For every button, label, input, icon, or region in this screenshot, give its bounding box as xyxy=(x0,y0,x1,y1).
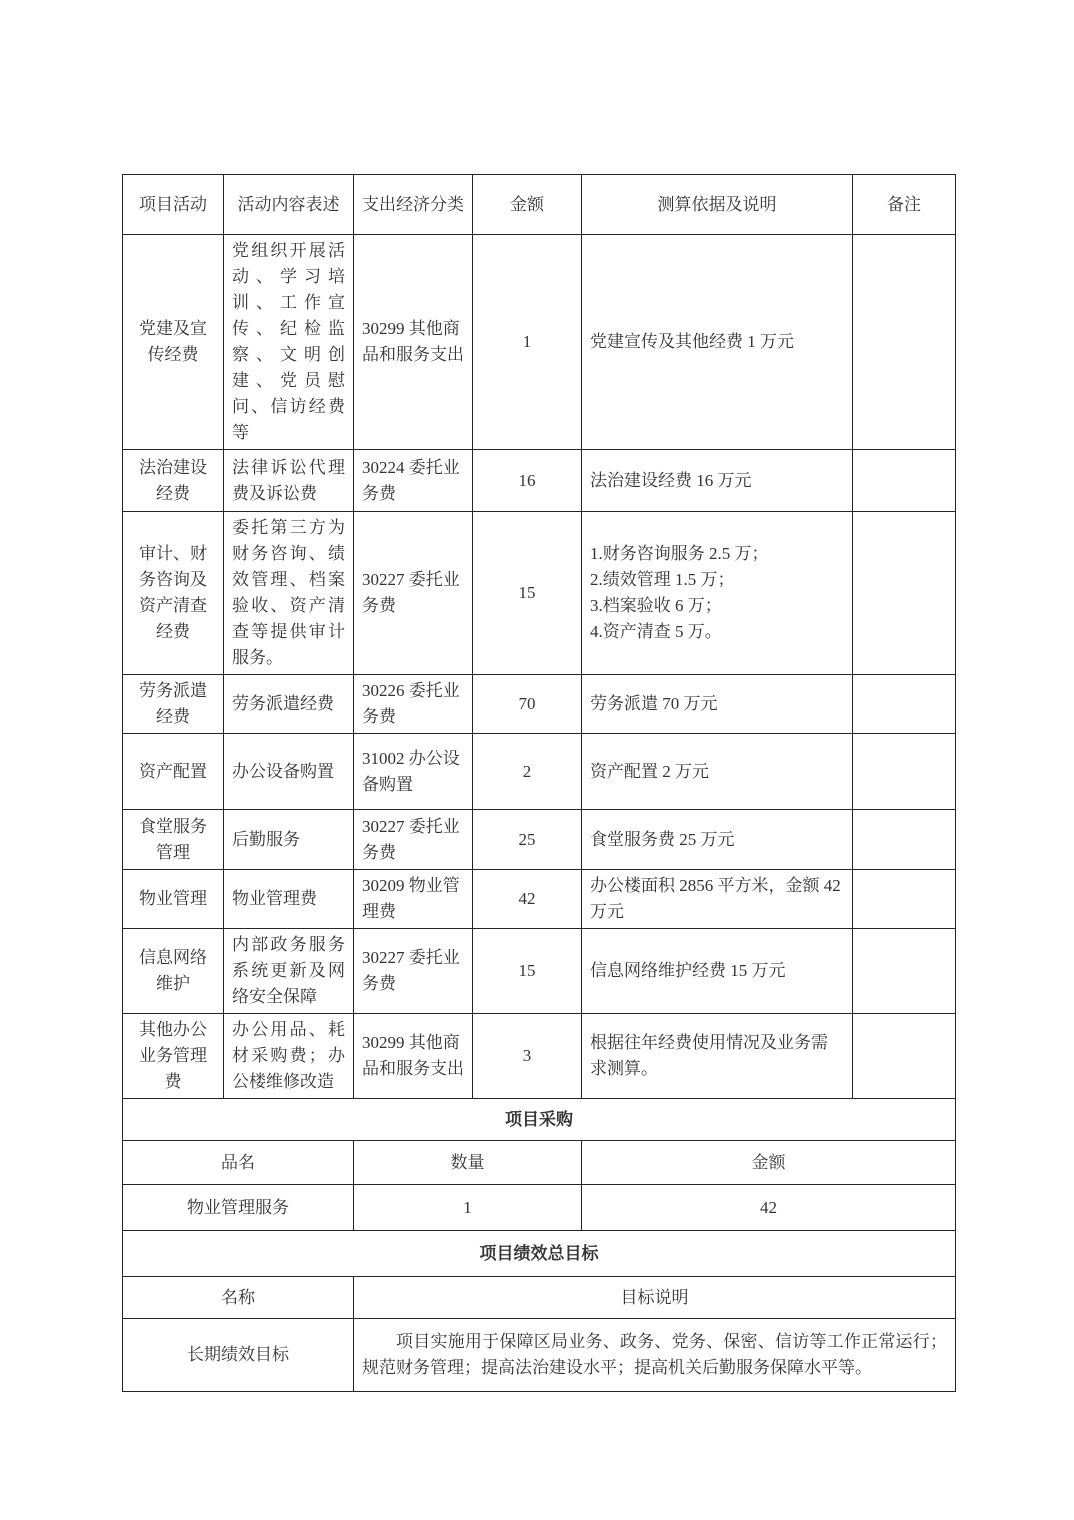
table-row xyxy=(123,734,956,810)
header-description: 活动内容表述 xyxy=(224,175,354,235)
activity-cell: 物业管理 xyxy=(123,870,224,929)
performance-section-title: 项目绩效总目标 xyxy=(123,1231,956,1277)
category-cell: 30227 委托业务费 xyxy=(354,810,473,870)
table-row xyxy=(123,675,956,734)
basis-cell: 法治建设经费 16 万元 xyxy=(582,450,853,512)
note-cell xyxy=(853,450,956,512)
description-cell: 物业管理费 xyxy=(224,870,354,929)
note-cell xyxy=(853,512,956,675)
table-row xyxy=(123,929,956,1014)
basis-cell: 办公楼面积 2856 平方米，金额 42 万元 xyxy=(582,870,853,929)
amount-cell: 15 xyxy=(473,512,582,675)
procurement-header-quantity: 数量 xyxy=(354,1141,582,1185)
note-cell xyxy=(853,810,956,870)
activity-cell: 审计、财务咨询及资产清查经费 xyxy=(123,512,224,675)
note-cell xyxy=(853,870,956,929)
category-cell: 30224 委托业务费 xyxy=(354,450,473,512)
amount-cell: 16 xyxy=(473,450,582,512)
category-cell: 30299 其他商品和服务支出 xyxy=(354,235,473,450)
basis-cell: 资产配置 2 万元 xyxy=(582,734,853,810)
table-header-row xyxy=(123,175,956,235)
header-basis: 测算依据及说明 xyxy=(582,175,853,235)
amount-cell: 1 xyxy=(473,235,582,450)
category-cell: 31002 办公设备购置 xyxy=(354,734,473,810)
category-cell: 30227 委托业务费 xyxy=(354,929,473,1014)
basis-cell: 1.财务咨询服务 2.5 万； 2.绩效管理 1.5 万； 3.档案验收 6 万； 4.资产清查 5 万。 xyxy=(582,512,853,675)
description-cell: 法律诉讼代理费及诉讼费 xyxy=(224,450,354,512)
procurement-item-name: 物业管理服务 xyxy=(123,1185,354,1231)
amount-cell: 70 xyxy=(473,675,582,734)
performance-goal-description: 项目实施用于保障区局业务、政务、党务、保密、信访等工作正常运行；规范财务管理；提高法治建设水平；提高机关后勤服务保障水平等。 xyxy=(354,1319,956,1392)
performance-goal-row xyxy=(123,1319,956,1392)
procurement-header-row xyxy=(123,1141,956,1185)
table-row xyxy=(123,810,956,870)
performance-header-row xyxy=(123,1277,956,1319)
performance-header-name: 名称 xyxy=(123,1277,354,1319)
amount-cell: 42 xyxy=(473,870,582,929)
description-cell: 劳务派遣经费 xyxy=(224,675,354,734)
category-cell: 30226 委托业务费 xyxy=(354,675,473,734)
note-cell xyxy=(853,235,956,450)
procurement-item-amount: 42 xyxy=(582,1185,956,1231)
description-cell: 办公设备购置 xyxy=(224,734,354,810)
activity-cell: 资产配置 xyxy=(123,734,224,810)
basis-cell: 食堂服务费 25 万元 xyxy=(582,810,853,870)
header-amount: 金额 xyxy=(473,175,582,235)
description-cell: 后勤服务 xyxy=(224,810,354,870)
note-cell xyxy=(853,734,956,810)
performance-goal-name: 长期绩效目标 xyxy=(123,1319,354,1392)
category-cell: 30227 委托业务费 xyxy=(354,512,473,675)
table-row xyxy=(123,512,956,675)
procurement-title-row xyxy=(123,1099,956,1141)
basis-cell: 根据往年经费使用情况及业务需求测算。 xyxy=(582,1014,853,1099)
description-cell: 党组织开展活动、学习培训、工作宣传、纪检监察、文明创建、党员慰问、信访经费等 xyxy=(224,235,354,450)
description-cell: 内部政务服务系统更新及网络安全保障 xyxy=(224,929,354,1014)
activity-cell: 法治建设经费 xyxy=(123,450,224,512)
table-row xyxy=(123,1014,956,1099)
amount-cell: 3 xyxy=(473,1014,582,1099)
category-cell: 30299 其他商品和服务支出 xyxy=(354,1014,473,1099)
project-budget-table xyxy=(122,174,956,1392)
performance-title-row xyxy=(123,1231,956,1277)
procurement-item-row xyxy=(123,1185,956,1231)
note-cell xyxy=(853,929,956,1014)
amount-cell: 15 xyxy=(473,929,582,1014)
amount-cell: 25 xyxy=(473,810,582,870)
description-cell: 办公用品、耗材采购费；办公楼维修改造 xyxy=(224,1014,354,1099)
category-cell: 30209 物业管理费 xyxy=(354,870,473,929)
basis-cell: 信息网络维护经费 15 万元 xyxy=(582,929,853,1014)
amount-cell: 2 xyxy=(473,734,582,810)
activity-cell: 党建及宣传经费 xyxy=(123,235,224,450)
procurement-header-name: 品名 xyxy=(123,1141,354,1185)
table-row xyxy=(123,450,956,512)
basis-cell: 党建宣传及其他经费 1 万元 xyxy=(582,235,853,450)
procurement-item-quantity: 1 xyxy=(354,1185,582,1231)
header-activity: 项目活动 xyxy=(123,175,224,235)
table-row xyxy=(123,870,956,929)
procurement-section-title: 项目采购 xyxy=(123,1099,956,1141)
note-cell xyxy=(853,1014,956,1099)
activity-cell: 食堂服务管理 xyxy=(123,810,224,870)
performance-header-description: 目标说明 xyxy=(354,1277,956,1319)
header-note: 备注 xyxy=(853,175,956,235)
header-category: 支出经济分类 xyxy=(354,175,473,235)
description-cell: 委托第三方为财务咨询、绩效管理、档案验收、资产清查等提供审计服务。 xyxy=(224,512,354,675)
basis-cell: 劳务派遣 70 万元 xyxy=(582,675,853,734)
procurement-header-amount: 金额 xyxy=(582,1141,956,1185)
table-row xyxy=(123,235,956,450)
activity-cell: 其他办公业务管理费 xyxy=(123,1014,224,1099)
note-cell xyxy=(853,675,956,734)
activity-cell: 信息网络维护 xyxy=(123,929,224,1014)
activity-cell: 劳务派遣经费 xyxy=(123,675,224,734)
